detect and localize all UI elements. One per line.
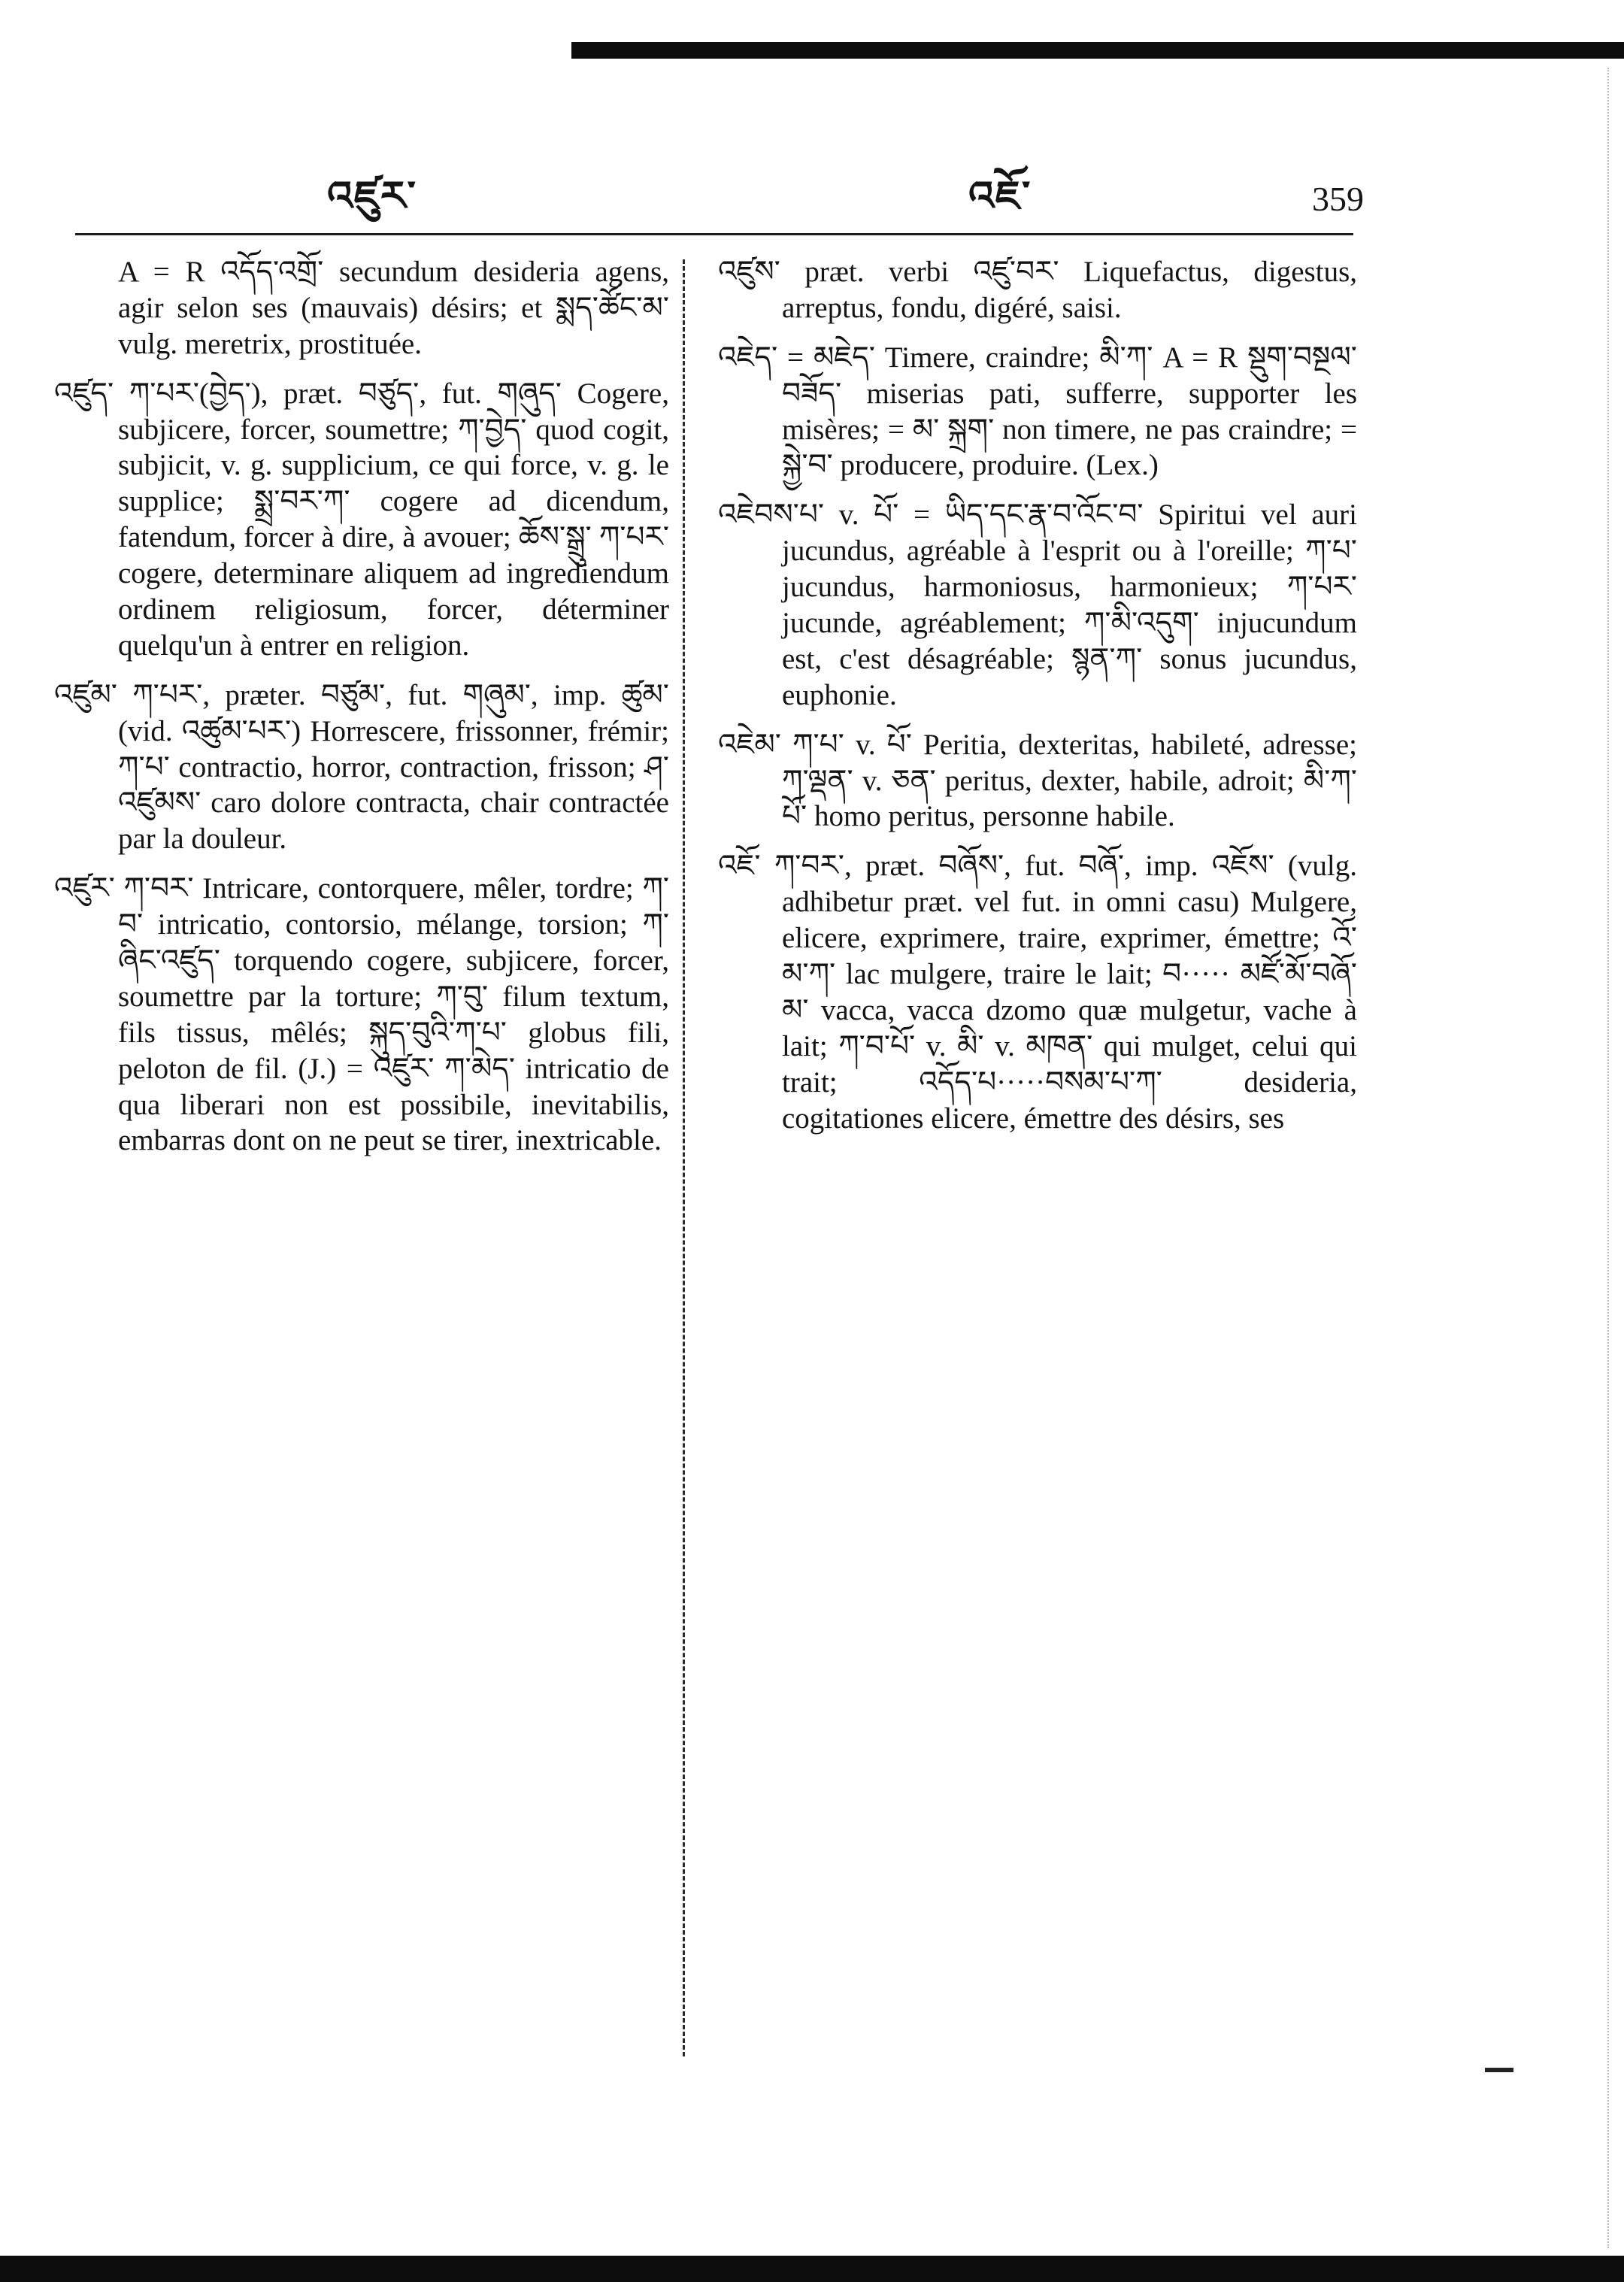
dictionary-entry: འཛུམ་ ཀ་པར་, præter. བཙུམ་, fut. གཞུམ་, imp. ཚུམ་ (vid. འཚུམ་པར་) Horrescere, frissonner, frémir; ཀ་པ་ contractio, horror, contraction, frisson; ཤ་འཛུམས་ caro dolore contracta, chair contractée par la douleur.	[54, 678, 669, 856]
page-number: 359	[1312, 180, 1364, 218]
dictionary-entry: འཇེམ་ ཀ་པ་ v. པོ་ Peritia, dexteritas, habileté, adresse; ཀ་ལྡན་ v. ཅན་ peritus, dexter, habile, adroit; མི་ཀ་པོ་ homo peritus, personne habile.	[718, 728, 1357, 833]
dictionary-entry: འཇེབས་པ་ v. པོ་ = ཡིད་དང་རྣ་བ་འོང་བ་ Spiritui vel auri jucundus, agréable à l'esprit ou à l'oreille; ཀ་པ་ jucundus, harmoniosus, harmonieux; ཀ་པར་ jucunde, agréablement; ཀ་མི་འདུག་ injucundum est, c'est désagréable; སྙན་ཀ་ sonus jucundus, euphonie.	[718, 499, 1357, 711]
margin-mark	[1485, 2068, 1513, 2072]
dictionary-entry: འཛུས་ præt. verbi འཛུ་བར་ Liquefactus, digestus, arreptus, fondu, digéré, saisi.	[718, 256, 1357, 324]
running-headword-left: འཛུར་	[327, 172, 417, 220]
dictionary-entry: A = R འདོད་འགྲོ་ secundum desideria agens, agir selon ses (mauvais) désirs; et སྨད་ཚོང་མ་ vulg. meretrix, prostituée.	[118, 256, 669, 360]
header-rule	[75, 233, 1353, 235]
dictionary-entry: འཇེད་ = མཇེད་ Timere, craindre; མི་ཀ་ A = R སྡུག་བསྔལ་བཟོད་ miserias pati, sufferre, supporter les misères; = མ་ སྐྲག་ non timere, ne pas craindre; = སྐྱེ་བ་ producere, produire. (Lex.)	[718, 341, 1357, 482]
scan-edge-top	[571, 42, 1624, 59]
dictionary-entry: འཛུད་ ཀ་པར་(བྱེད་), præt. བཙུད་, fut. གཞུད་ Cogere, subjicere, forcer, soumettre; ཀ་བྱེད་ quod cogit, subjicit, v. g. supplicium, ce qui force, v. g. le supplice; སྨྲ་བར་ཀ་ cogere ad dicendum, fatendum, forcer à dire, à avouer; ཆོས་སྒྲུ་ ཀ་པར་ cogere, determinare aliquem ad ingrediendum ordinem religiosum, forcer, déterminer quelqu'un à entrer en religion.	[54, 377, 669, 662]
running-headword-center: འཇོ་	[968, 172, 1032, 220]
dictionary-entry: འཛུར་ ཀ་བར་ Intricare, contorquere, mêler, tordre; ཀ་བ་ intricatio, contorsio, mélange, torsion; ཀ་ཞིང་འཛུད་ torquendo cogere, subjicere, forcer, soumettre par la torture; ཀ་བུ་ filum textum, fils tissus, mêlés; སྐུད་བུའི་ཀ་པ་ globus fili, peloton de fil. (J.) = འཛུར་ ཀ་མེད་ intricatio de qua liberari non est possibile, inevitabilis, embarras dont on ne peut se tirer, inextricable.	[54, 872, 669, 1157]
left-column	[54, 254, 669, 1172]
scan-edge-right	[1607, 68, 1615, 2248]
right-column	[718, 254, 1357, 1150]
scan-edge-bottom	[0, 2256, 1624, 2282]
dictionary-entry: འཇོ་ ཀ་བར་, præt. བཞོས་, fut. བཞོ་, imp. འཇོས་ (vulg. adhibetur præt. vel fut. in omni casu) Mulgere, elicere, exprimere, traire, exprimer, émettre; འོ་ མ་ཀ་ lac mulgere, traire le lait; བ····· མཛོ་མོ་བཞོ་མ་ vacca, vacca dzomo quæ mulgetur, vache à lait; ཀ་བ་པོ་ v. མི་ v. མཁན་ qui mulget, celui qui trait; འདོད་པ·····བསམ་པ་ཀ་ desideria, cogitationes elicere, émettre des désirs, ses	[718, 850, 1357, 1135]
column-divider	[683, 259, 685, 2056]
